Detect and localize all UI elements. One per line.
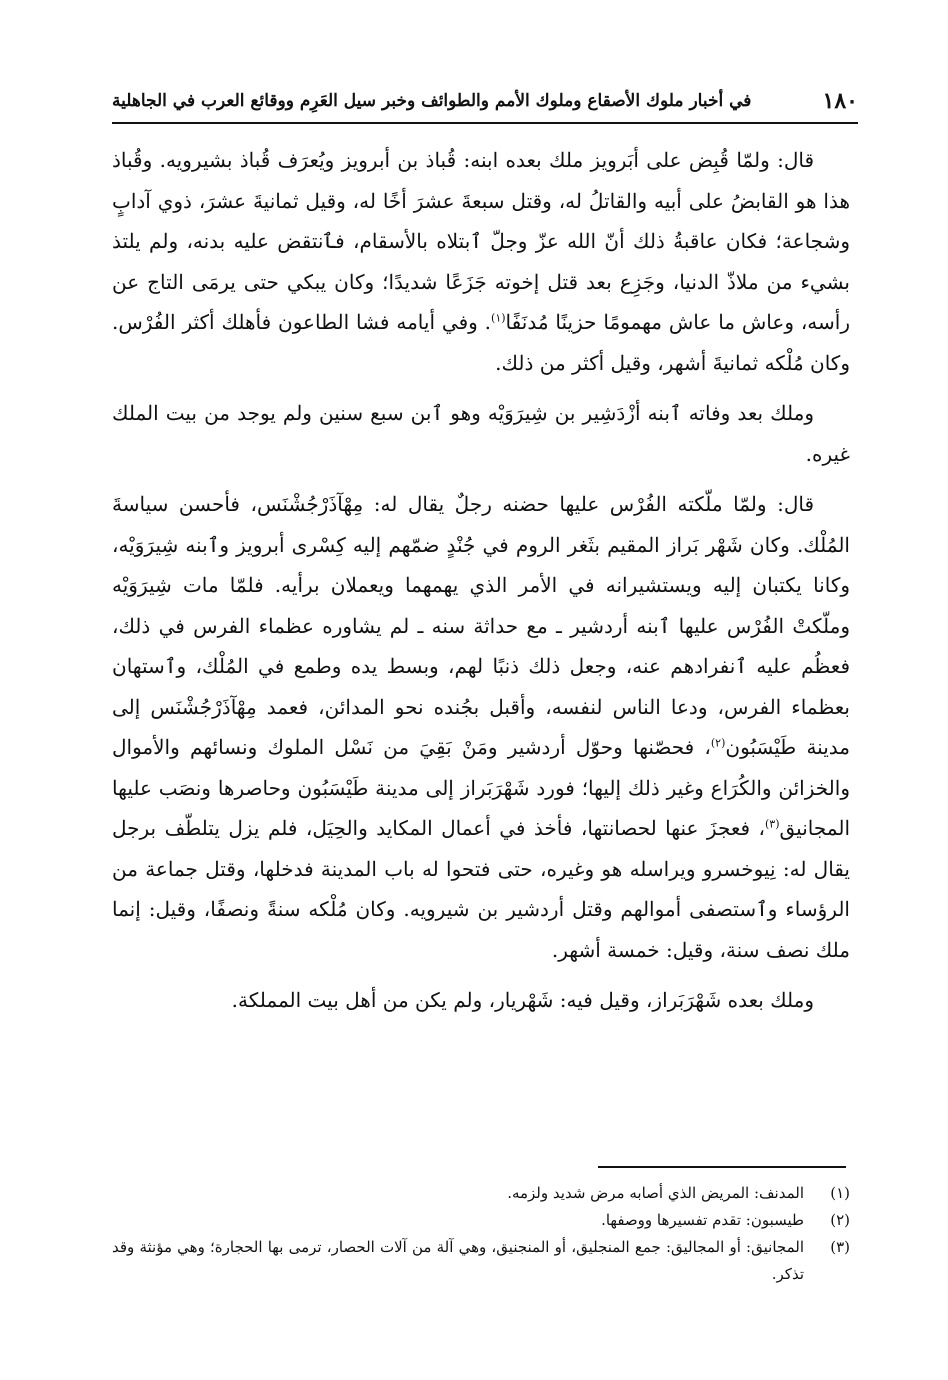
running-title: في أخبار ملوك الأصقاع وملوك الأمم والطوائف وخبر سيل العَرِم ووقائع العرب في الجاهلية <box>112 91 752 111</box>
main-text <box>112 140 850 1021</box>
paragraph-4: وملك بعده شَهْرَبَراز، وقيل فيه: شَهْريار، ولم يكن من أهل بيت المملكة. <box>231 988 814 1012</box>
paragraph-1 <box>112 140 850 383</box>
paragraph-2: وملك بعد وفاته ٱبنه أزْدَشِير بن شِيرَوَيْه وهو ٱبن سبع سنين ولم يوجد من بيت الملك غيره. <box>112 401 850 466</box>
footnotes <box>112 1180 850 1288</box>
footnote-1 <box>112 1180 850 1207</box>
footnote-number: (٣) <box>830 1238 850 1256</box>
footnote-text: المدنف: المريض الذي أصابه مرض شديد ولزمه. <box>507 1184 804 1202</box>
paragraph-3-text-c: ، فعجزَ عنها لحصانتها، فأخذ في أعمال المكايد والحِيَل، فلم يزل يتلطّف برجل يقال له: نِيوخسرو ويراسله هو وغيره، حتى فتحوا له باب المدينة فدخلها، وقتل جماعة من الرؤساء وٱستصفى أموالهم وقتل أردشير بن شيرويه. وكان مُلْكه سنةً ونصفًا، وقيل: إنما ملك نصف سنة، وقيل: خمسة أشهر. <box>112 816 850 962</box>
paragraph-3-text-a: قال: ولمّا ملّكته الفُرْس عليها حضنه رجلٌ يقال له: مِهْآذَرْجُشْنَس، فأحسن سياسةَ المُلْك. وكان شَهْر بَراز المقيم بثَغر الروم في جُنْدٍ ضمّهم إليه كِسْرى أبرويز وٱبنه شِيرَوَيْه، وكانا يكتبان إليه ويستشيرانه في الأمر الذي يهمهما ويعملان برأيه. فلمّا مات شِيرَوَيْه وملّكتْ الفُرْس عليها ٱبنه أردشير ـ مع حداثة سنه ـ لم يشاوره عظماء الفرس في ذلك، فعظُم عليه ٱنفرادهم عنه، وجعل ذلك ذنبًا لهم، وبسط يده وطمع في المُلْك، وٱستهان بعظماء الفرس، ودعا الناس لنفسه، وأقبل بجُنده نحو المدائن، فعمد مِهْآذَرْجُشْنَس إلى مدينة طَيْسَبُون <box>112 492 850 759</box>
page-number: ١٨٠ <box>822 88 858 114</box>
footnote-2 <box>112 1207 850 1234</box>
footnote-text: طيسبون: تقدم تفسيرها ووصفها. <box>601 1211 804 1229</box>
footnote-divider <box>598 1166 846 1168</box>
footnote-ref-1: (١) <box>491 311 506 325</box>
footnote-ref-3: (٣) <box>764 817 780 831</box>
footnote-number: (٢) <box>830 1211 850 1229</box>
footnote-3 <box>112 1234 850 1288</box>
page-header <box>112 84 858 124</box>
paragraph-3 <box>112 484 850 970</box>
footnote-number: (١) <box>830 1184 850 1202</box>
paragraph-1-text-a: قال: ولمّا قُبِض على أبَرويز ملك بعده ابنه: قُباذ بن أبرويز ويُعرَف قُباذ بشيرويه. وقُباذ هذا هو القابضُ على أبيه والقاتلُ له، وقتل سبعةَ عشرَ أخًا له، وقيل ثمانيةَ عشرَ، ذوي آدابٍ وشجاعة؛ فكان عاقبةُ ذلك أنّ الله عزّ وجلّ ٱبتلاه بالأسقام، فٱنتقض عليه بدنه، ولم يلتذ بشيء من ملاذّ الدنيا، وجَزِع بعد قتل إخوته جَزَعًا شديدًا؛ وكان يبكي حتى يرمَى التاج عن رأسه، وعاش ما عاش مهمومًا حزينًا مُدنَفًا <box>112 148 851 334</box>
footnote-text: المجانيق: أو المجاليق: جمع المنجليق، أو المنجنيق، وهي آلة من آلات الحصار، ترمى بها الحجارة؛ وهي مؤنثة وقد تذكر. <box>112 1238 804 1283</box>
footnote-ref-2: (٢) <box>710 736 726 750</box>
paragraph-1-text-b: . وفي أيامه فشا الطاعون فأهلك أكثر الفُرْس. وكان مُلْكه ثمانيةَ أشهر، وقيل أكثر من ذلك. <box>112 310 850 375</box>
paragraph-3-text-b: ، فحصّنها وحوّل أردشير ومَنْ بَقِيَ من نَسْل الملوك ونسائهم والأموال والخزائن والكُرَاع وغير ذلك إليها؛ فورد شَهْرَبَراز إلى مدينة طَيْسَبُون وحاصرها ونصَب عليها المجانيق <box>112 735 850 840</box>
